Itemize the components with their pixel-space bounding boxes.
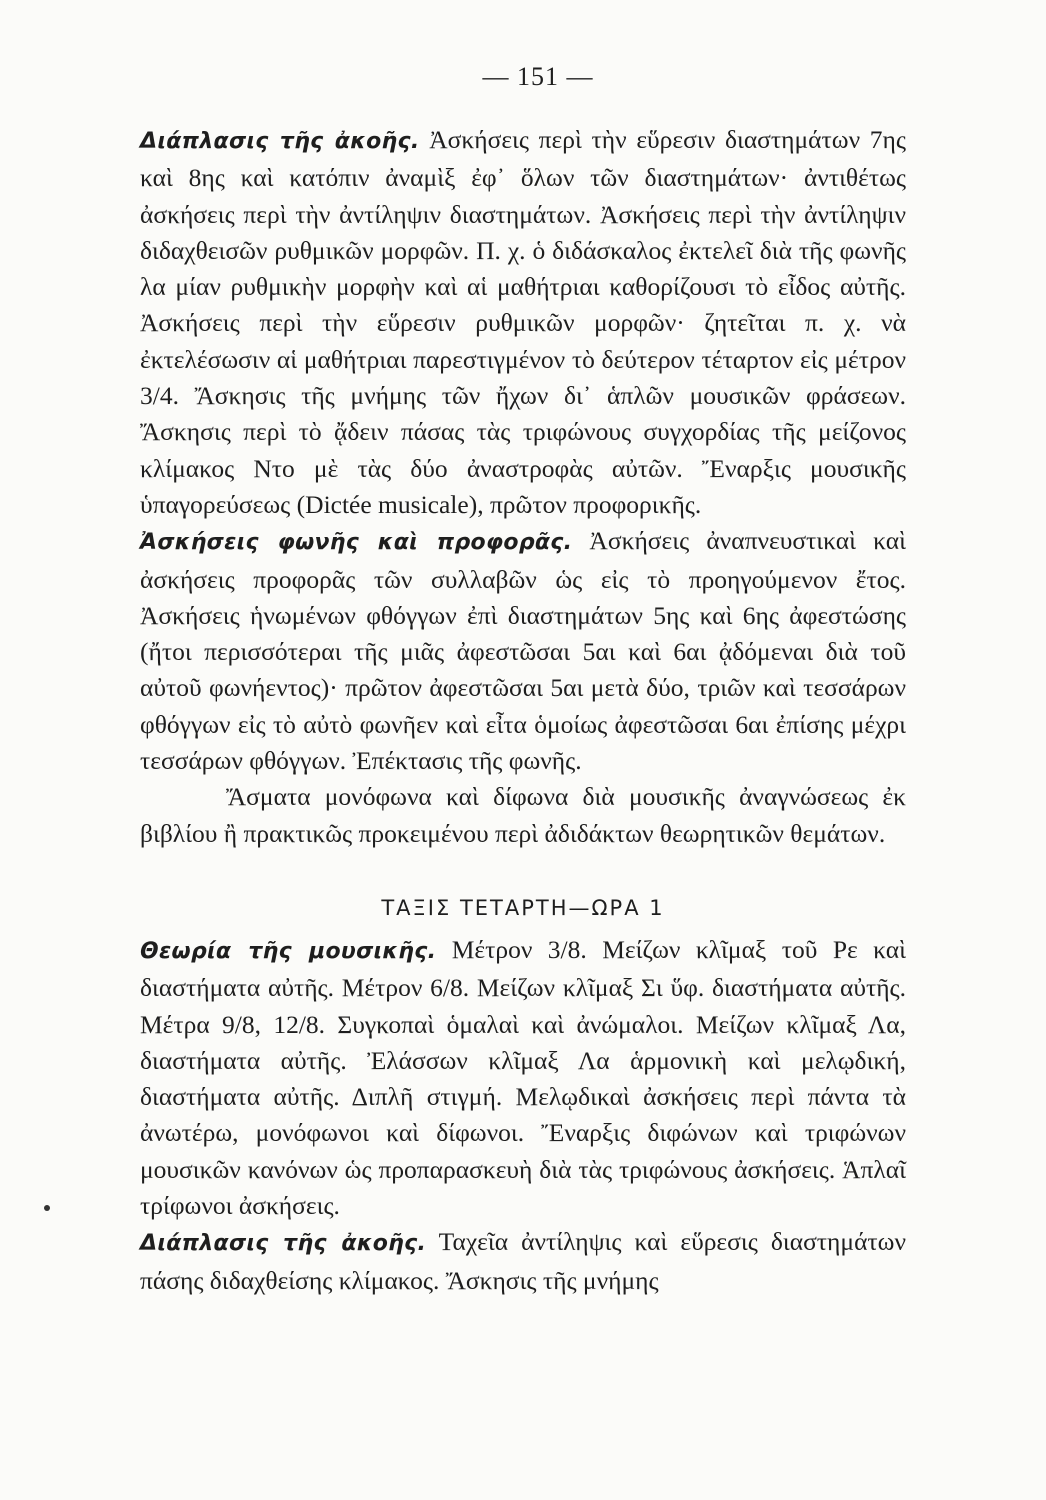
paragraph-text: Ἄσματα μονόφωνα καὶ δίφωνα διὰ μουσικῆς ἀναγνώσεως ἐκ βιβλίου ἢ πρακτικῶς προκειμένου περὶ ἀδιδάκτων θεωρητικῶν θεμάτων. [140,782,906,848]
section-title: ΤΑΞΙΣ ΤΕΤΑΡΤΗ—ΩΡΑ 1 [381,895,665,920]
paragraph-heading: Διάπλασις τῆς ἀκοῆς. [140,129,420,154]
paragraph-voice-exercises [140,523,906,779]
paragraph-heading: Ἀσκήσεις φωνῆς καὶ προφορᾶς. [140,530,573,556]
paragraph-text: Ἀσκήσεις ἀναπνευστικαὶ καὶ ἀσκήσεις προφορᾶς τῶν συλλαβῶν ὡς εἰς τὸ προηγούμενον ἔτος. Ἀσκήσεις ἡνωμένων φθόγγων ἐπὶ διαστημάτων 5ης καὶ 6ης ἀφεστώσης (ἤτοι περισσότεραι τῆς μιᾶς ἀφεστῶσαι 5αι καὶ 6αι ᾀδόμεναι διὰ τοῦ αὐτοῦ φωνήεντος)· πρῶτον ἀφεστῶσαι 5αι μετὰ δύο, τριῶν καὶ τεσσάρων φθόγγων εἰς τὸ αὐτὸ φωνῆεν καὶ εἶτα ὁμοίως ἀφεστῶσαι 6αι ἐπίσης μέχρι τεσσάρων φθόγγων. Ἐπέκτασις τῆς φωνῆς. [140,526,906,776]
paragraph-text: Ἀσκήσεις περὶ τὴν εὕρεσιν διαστημάτων 7ης καὶ 8ης καὶ κατόπιν ἀναμὶξ ἐφ᾽ ὅλων τῶν διαστημάτων· ἀντιθέτως ἀσκήσεις περὶ τὴν ἀντίληψιν διαστημάτων. Ἀσκήσεις περὶ τὴν ἀντίληψιν διδαχθεισῶν ρυθμικῶν μορφῶν. Π. χ. ὁ διδάσκαλος ἐκτελεῖ διὰ τῆς φωνῆς λα μίαν ρυθμικὴν μορφὴν καὶ αἱ μαθήτριαι καθορίζουσι τὸ εἶδος αὐτῆς. Ἀσκήσεις περὶ τὴν εὕρεσιν ρυθμικῶν μορφῶν· ζητεῖται π. χ. νὰ ἐκτελέσωσιν αἱ μαθήτριαι παρεστιγμένον τὸ δεύτερον τέταρτον εἰς μέτρον [140,125,906,374]
meter-fraction: 3/4 [140,381,173,411]
paragraph-text: , πρῶτον προφορικῆς. [477,489,702,519]
paragraph-ear-training [140,122,906,523]
paragraph-text: Ταχεῖα ἀντίληψις καὶ εὕρεσις διαστημάτων πάσης διδαχθείσης κλίμακος. Ἄσκησις τῆς μνήμης [140,1227,906,1295]
paragraph-music-theory [140,932,906,1224]
latin-term: (Dictée musicale) [296,489,478,519]
paragraph-text: . Ἄσκησις τῆς μνήμης τῶν ἤχων δι᾽ ἁπλῶν μουσικῶν φράσεων. Ἄσκησις περὶ τὸ ᾄδειν πάσας τὰς τριφώνους συγχορδίας τῆς μείζονος κλίμακος Ντο μὲ τὰς δύο ἀναστροφὰς αὐτῶν. Ἔναρξις μουσικῆς ὑπαγορεύσεως [140,381,906,519]
paragraph-ear-training-2 [140,1224,906,1299]
paragraph-heading: Διάπλασις τῆς ἀκοῆς. [140,1231,427,1257]
page-number: — 151 — [482,62,594,91]
paragraph-songs [140,779,906,852]
paragraph-text: Μέτρον 3/8. Μείζων κλῖμαξ τοῦ Ρε καὶ διαστήματα αὐτῆς. Μέτρον 6/8. Μείζων κλῖμαξ Σι ὕφ. διαστήματα αὐτῆς. Μέτρα 9/8, 12/8. Συγκοπαὶ ὁμαλαὶ καὶ ἀνώμαλοι. Μείζων κλῖμαξ Λα, διαστήματα αὐτῆς. Ἐλάσσων κλῖμαξ Λα ἁρμονικὴ καὶ μελῳδική, διαστήματα αὐτῆς. Διπλῆ στιγμή. Μελῳδικαὶ ἀσκήσεις περὶ πάντα τὰ ἀνωτέρω, μονόφωνοι καὶ δίφωνοι. Ἔναρξις διφώνων καὶ τριφώνων μουσικῶν κανόνων ὡς προπαρασκευὴ διὰ τὰς τριφώνους ἀσκήσεις. Ἁπλαῖ τρίφωνοι ἀσκήσεις. [140,934,906,1221]
margin-dot-mark [44,1205,50,1211]
paragraph-heading: Θεωρία τῆς μουσικῆς. [140,938,437,964]
